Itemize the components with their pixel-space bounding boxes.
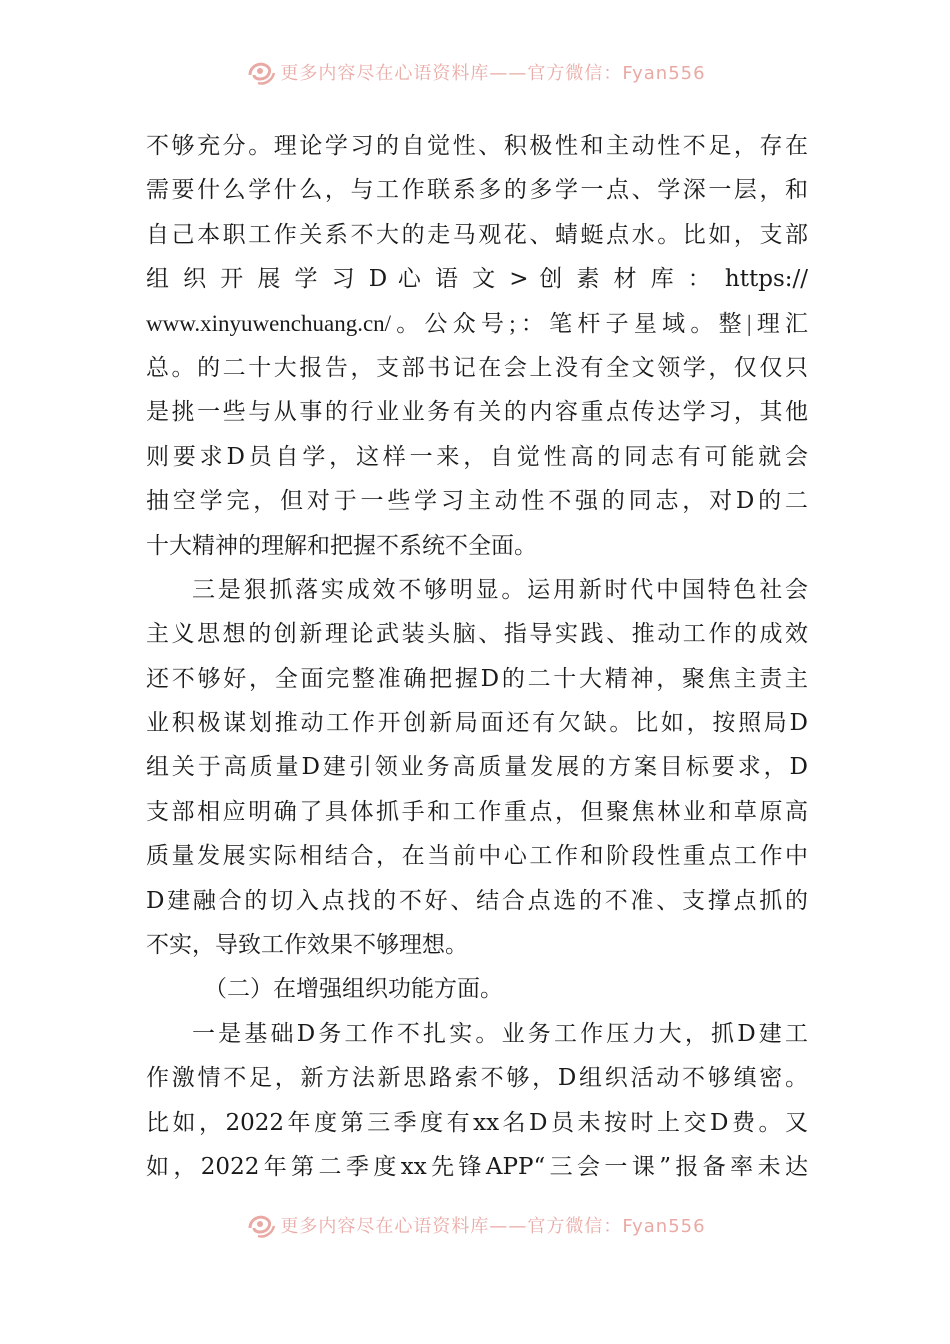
text-line: 主义思想的创新理论武装头脑、指导实践、推动工作的成效 [146,621,808,648]
text-line: 质量发展实际相结合，在当前中心工作和阶段性重点工作中 [146,843,808,870]
document-body [146,124,808,1189]
text-line: 还不够好，全面完整准确把握D的二十大精神，聚焦主责主 [146,665,808,692]
text-line: D建融合的切入点找的不好、结合点选的不准、支撑点抓的 [146,887,808,914]
text-line: 则要求D员自学，这样一来，自觉性高的同志有可能就会 [146,443,808,470]
watermark-footer [0,1205,950,1245]
text-line: 需要什么学什么，与工作联系多的多学一点、学深一层，和 [146,177,808,204]
section-heading: （二）在增强组织功能方面。 [204,976,503,1003]
watermark-logo-icon [244,55,278,89]
text-line: 是挑一些与从事的行业业务有关的内容重点传达学习，其他 [146,399,808,426]
text-line: www.xinyuwenchuang.cn/。公众号;：笔杆子星域。整|理汇 [146,310,808,336]
watermark-header [0,52,950,92]
paragraph-start-line: 一是基础D务工作不扎实。业务工作压力大，抓D建工 [192,1020,808,1047]
text-line: 如，2022年第二季度xx先锋APP“三会一课”报备率未达 [146,1153,808,1180]
text-line: 作激情不足，新方法新思路索不够，D组织活动不够缜密。 [146,1065,808,1092]
text-line: 抽空学完，但对于一些学习主动性不强的同志，对D的二 [146,488,808,515]
text-line: 业积极谋划推动工作开创新局面还有欠缺。比如，按照局D [146,710,808,737]
watermark-text: 更多内容尽在心语资料库——官方微信：Fyan556 [280,63,706,84]
text-line: 支部相应明确了具体抓手和工作重点，但聚焦林业和草原高 [146,798,808,825]
text-line: 总。的二十大报告，支部书记在会上没有全文领学，仅仅只 [146,354,808,381]
text-line: 不够充分。理论学习的自觉性、积极性和主动性不足，存在 [146,133,808,159]
text-line: 组关于高质量D建引领业务高质量发展的方案目标要求，D [146,754,808,781]
watermark-text: 更多内容尽在心语资料库——官方微信：Fyan556 [280,1216,706,1237]
text-line: 不实，导致工作效果不够理想。 [146,932,468,959]
text-line: 组 织 开 展 学 习 D 心 语 文 > 创 素 材 库 ： https:// [146,266,808,293]
paragraph-start-line: 三是狠抓落实成效不够明显。运用新时代中国特色社会 [192,576,808,603]
text-line: 十大精神的理解和把握不系统不全面。 [146,532,537,559]
watermark-logo-icon [244,1208,278,1242]
text-line: 比如，2022年度第三季度有xx名D员未按时上交D费。又 [146,1109,808,1136]
text-line: 自己本职工作关系不大的走马观花、蜻蜓点水。比如，支部 [146,221,808,248]
